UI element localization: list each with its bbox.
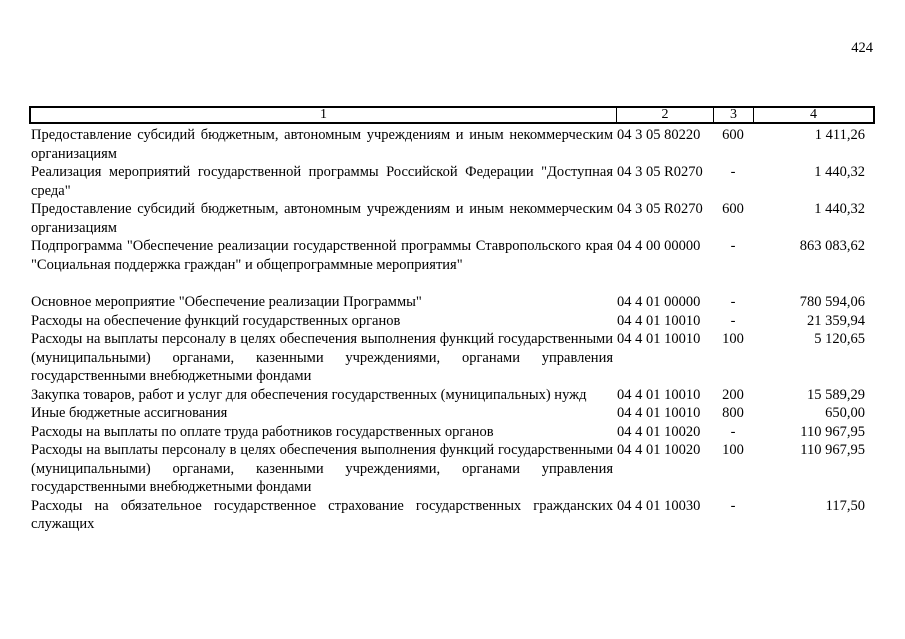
row-sum: 110 967,95 xyxy=(800,423,865,440)
row-vr: 200 xyxy=(722,386,744,403)
table-row xyxy=(31,312,871,331)
row-name: Иные бюджетные ассигнования xyxy=(31,405,228,421)
table-row xyxy=(31,126,871,163)
row-code: 04 4 01 10020 xyxy=(617,423,701,440)
row-code: 04 4 01 10010 xyxy=(617,386,701,403)
table-row xyxy=(31,441,871,497)
table-row xyxy=(31,404,871,423)
row-vr: 100 xyxy=(722,331,744,347)
row-name: Предоставление субсидий бюджетным, автономным учреждениям и иным некоммерческим организациям xyxy=(31,127,613,162)
table-row xyxy=(31,200,871,237)
row-sum: 780 594,06 xyxy=(799,294,865,310)
row-vr: - xyxy=(730,294,736,310)
row-sum: 1 440,32 xyxy=(814,164,865,180)
row-code: 04 4 01 10030 xyxy=(617,497,701,514)
row-name: Закупка товаров, работ и услуг для обеспечения государственных (муниципальных) нужд xyxy=(31,386,587,403)
page-number: 424 xyxy=(851,40,873,56)
row-sum: 117,50 xyxy=(825,497,865,514)
table-row xyxy=(31,293,871,312)
row-vr: - xyxy=(730,312,736,329)
row-code: 04 4 01 10010 xyxy=(617,312,701,329)
row-name: Подпрограмма "Обеспечение реализации государственной программы Ставропольского края "Социальная поддержка граждан" и общепрограммные мероприятия" xyxy=(31,238,613,273)
header-col-2: 2 xyxy=(616,108,713,122)
row-code: 04 4 01 10020 xyxy=(617,442,701,458)
row-sum: 1 411,26 xyxy=(814,127,865,143)
table-header xyxy=(29,106,875,124)
row-sum: 650,00 xyxy=(825,405,865,421)
row-vr: - xyxy=(730,497,736,514)
table-row xyxy=(31,237,871,274)
row-name: Основное мероприятие "Обеспечение реализации Программы" xyxy=(31,294,422,310)
row-code: 04 4 00 00000 xyxy=(617,238,701,254)
row-sum: 1 440,32 xyxy=(814,201,865,217)
row-name: Расходы на выплаты персоналу в целях обеспечения выполнения функций государственными (муниципальными) органами, казенными учреждениями, органами управления государственными внебюджетными фондами xyxy=(31,442,613,495)
row-code: 04 4 01 10010 xyxy=(617,331,701,347)
table-row xyxy=(31,163,871,200)
row-sum: 110 967,95 xyxy=(800,442,865,458)
row-sum: 863 083,62 xyxy=(799,238,865,254)
row-vr: 800 xyxy=(722,405,744,421)
row-sum: 15 589,29 xyxy=(807,386,865,403)
table-row xyxy=(31,330,871,386)
table-row xyxy=(31,386,871,405)
row-name: Расходы на обеспечение функций государственных органов xyxy=(31,312,401,329)
table-body xyxy=(31,126,871,534)
row-vr: - xyxy=(730,164,736,180)
row-name: Расходы на выплаты персоналу в целях обеспечения выполнения функций государственными (муниципальными) органами, казенными учреждениями, органами управления государственными внебюджетными фондами xyxy=(31,331,613,384)
row-sum: 5 120,65 xyxy=(814,331,865,347)
row-vr: - xyxy=(730,423,736,440)
row-sum: 21 359,94 xyxy=(807,312,865,329)
row-name: Реализация мероприятий государственной программы Российской Федерации "Доступная среда" xyxy=(31,164,613,199)
row-name: Расходы на обязательное государственное страхование государственных гражданских служащих xyxy=(31,497,613,532)
row-name: Расходы на выплаты по оплате труда работников государственных органов xyxy=(31,423,494,440)
row-vr: - xyxy=(730,238,736,254)
row-code: 04 3 05 R0270 xyxy=(617,164,703,180)
row-code: 04 3 05 R0270 xyxy=(617,201,703,217)
row-code: 04 4 01 00000 xyxy=(617,294,701,310)
row-vr: 100 xyxy=(722,442,744,458)
table-row xyxy=(31,497,871,534)
row-vr: 600 xyxy=(722,127,744,143)
header-col-4: 4 xyxy=(753,108,873,122)
table-row xyxy=(31,423,871,442)
header-col-3: 3 xyxy=(713,108,753,122)
row-spacer xyxy=(31,274,871,293)
row-vr: 600 xyxy=(722,201,744,217)
row-code: 04 3 05 80220 xyxy=(617,127,701,143)
row-name: Предоставление субсидий бюджетным, автономным учреждениям и иным некоммерческим организациям xyxy=(31,201,613,236)
header-col-1: 1 xyxy=(320,107,327,122)
row-code: 04 4 01 10010 xyxy=(617,405,701,421)
